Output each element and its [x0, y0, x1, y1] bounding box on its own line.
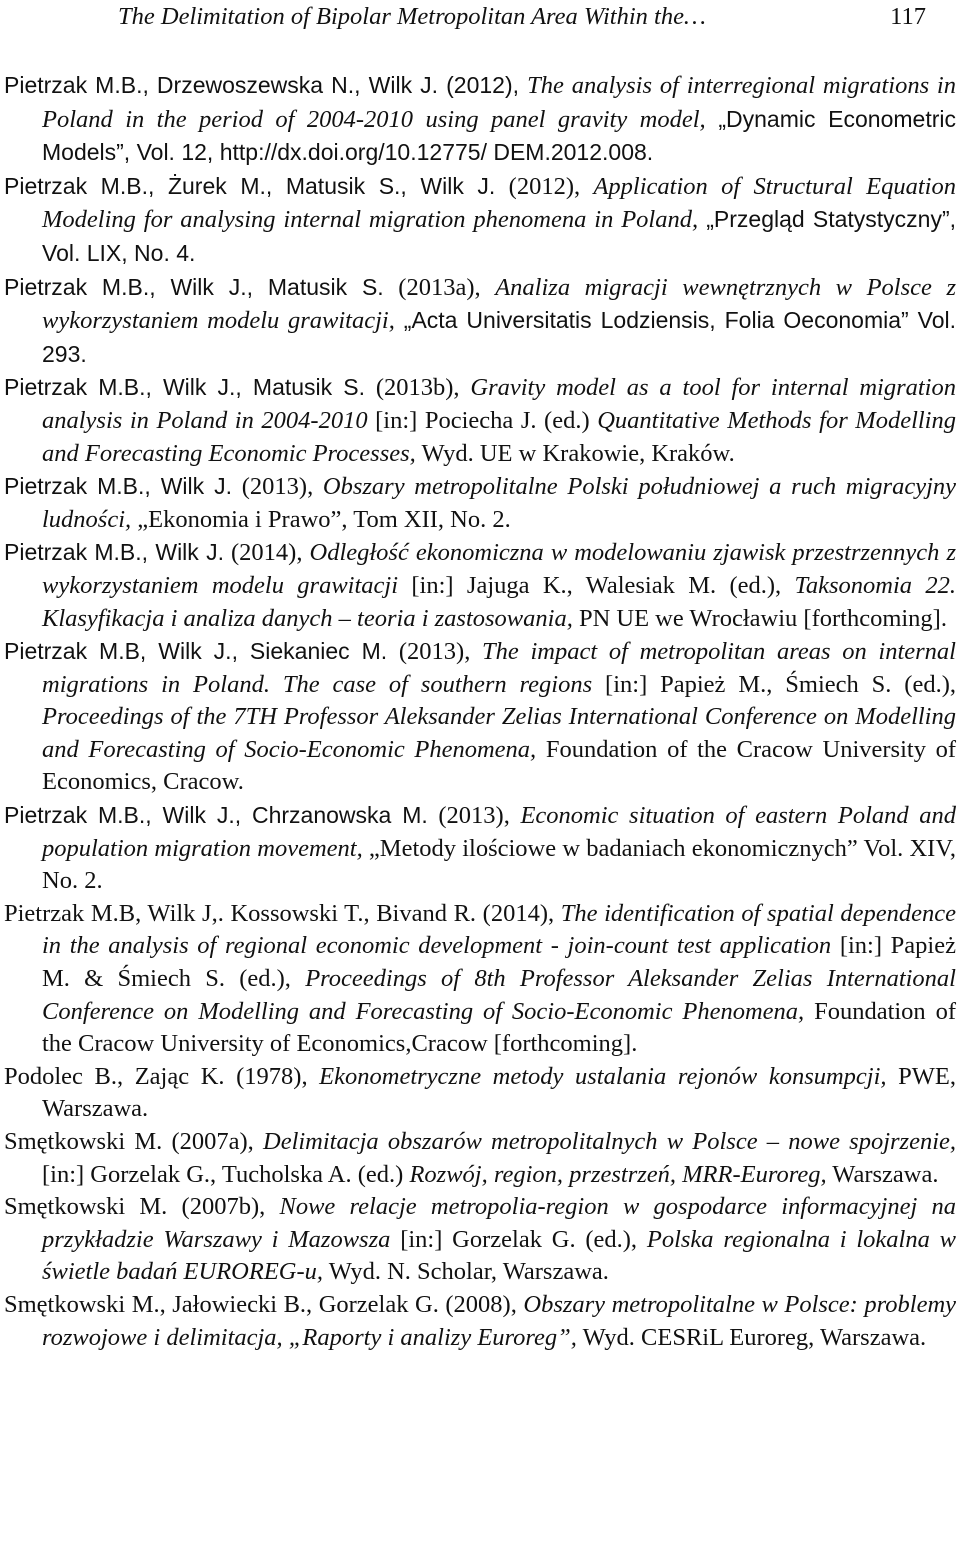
reference-item: Pietrzak M.B., Wilk J., Chrzanowska M. (2013), Economic situation of eastern Poland and population migration movement, „Metody ilościowe w badaniach ekonomicznych” Vol. XIV, No. 2. [4, 802, 956, 895]
reference-item: Pietrzak M.B., Wilk J., Matusik S. (2013b), Gravity model as a tool for internal migration analysis in Poland in 2004-2010 [in:] Pociecha J. (ed.) Quantitative Methods for Modelling and Forecasting Economic Processes, Wyd. UE w Krakowie, Kraków. [4, 374, 956, 467]
reference-item: Smętkowski M. (2007a), Delimitacja obszarów metropolitalnych w Polsce – nowe spojrzenie, [in:] Gorzelak G., Tucholska A. (ed.) Rozwój, region, przestrzeń, MRR-Euroreg, Warszawa. [4, 1128, 956, 1188]
reference-item: Pietrzak M.B., Wilk J. (2013), Obszary metropolitalne Polski południowej a ruch migracyjny ludności, „Ekonomia i Prawo”, Tom XII, No. 2. [4, 473, 956, 533]
reference-item: Podolec B., Zając K. (1978), Ekonometryczne metody ustalania rejonów konsumpcji, PWE, Warszawa. [4, 1062, 956, 1123]
reference-item: Pietrzak M.B, Wilk J., Siekaniec M. (2013), The impact of metropolitan areas on internal migrations in Poland. The case of southern regions [in:] Papież M., Śmiech S. (ed.), Proceedings of the 7TH Professor Aleksander Zelias International Conference on Modelling and Forecasting of Socio-Economic Phenomena, Foundation of the Cracow University of Economics, Cracow. [4, 638, 957, 796]
reference-item: Pietrzak M.B., Żurek M., Matusik S., Wilk J. (2012), Application of Structural Equation Modeling for analysing internal migration phenomena in Poland, „Przegląd Statystyczny”, Vol. LIX, No. 4. [4, 172, 956, 266]
reference-item: Pietrzak M.B., Drzewoszewska N., Wilk J. (2012), The analysis of interregional migrations in Poland in the period of 2004-2010 using panel gravity model, „Dynamic Econometric Models”, Vol. 12, http://dx.doi.org/10.12775/ DEM.2012.008. [4, 72, 956, 166]
reference-item: Smętkowski M., Jałowiecki B., Gorzelak G. (2008), Obszary metropolitalne w Polsce: problemy rozwojowe i delimitacja, „Raporty i analizy Euroreg”, Wyd. CESRiL Euroreg, Warszawa. [4, 1290, 957, 1351]
reference-item: Pietrzak M.B., Wilk J., Matusik S. (2013a), Analiza migracji wewnętrznych w Polsce z wykorzystaniem modelu grawitacji, „Acta Universitatis Lodziensis, Folia Oeconomia” Vol. 293. [4, 273, 957, 367]
running-header-title: The Delimitation of Bipolar Metropolitan Area Within the… [118, 3, 706, 30]
running-header [4, 0, 956, 34]
doi-link[interactable]: http://dx.doi.org/10.12775/ DEM.2012.008 [219, 139, 647, 166]
reference-item: Pietrzak M.B., Wilk J. (2014), Odległość ekonomiczna w modelowaniu zjawisk przestrzennych z wykorzystaniem modelu grawitacji [in:] Jajuga K., Walesiak M. (ed.), Taksonomia 22. Klasyfikacja i analiza danych – teoria i zastosowania, PN UE we Wrocławiu [forthcoming]. [4, 539, 957, 632]
reference-item: Pietrzak M.B, Wilk J,. Kossowski T., Bivand R. (2014), The identification of spatial dependence in the analysis of regional economic development - join-count test application [in:] Papież M. & Śmiech S. (ed.), Proceedings of 8th Professor Aleksander Zelias International Conference on Modelling and Forecasting of Socio-Economic Phenomena, Foundation of the Cracow University of Economics,Cracow [forthcoming]. [4, 899, 956, 1058]
reference-item: Smętkowski M. (2007b), Nowe relacje metropolia-region w gospodarce informacyjnej na przykładzie Warszawy i Mazowsza [in:] Gorzelak G. (ed.), Polska regionalna i lokalna w świetle badań EUROREG-u, Wyd. N. Scholar, Warszawa. [4, 1193, 957, 1286]
page-number: 117 [890, 3, 926, 30]
reference-list [4, 69, 956, 1354]
